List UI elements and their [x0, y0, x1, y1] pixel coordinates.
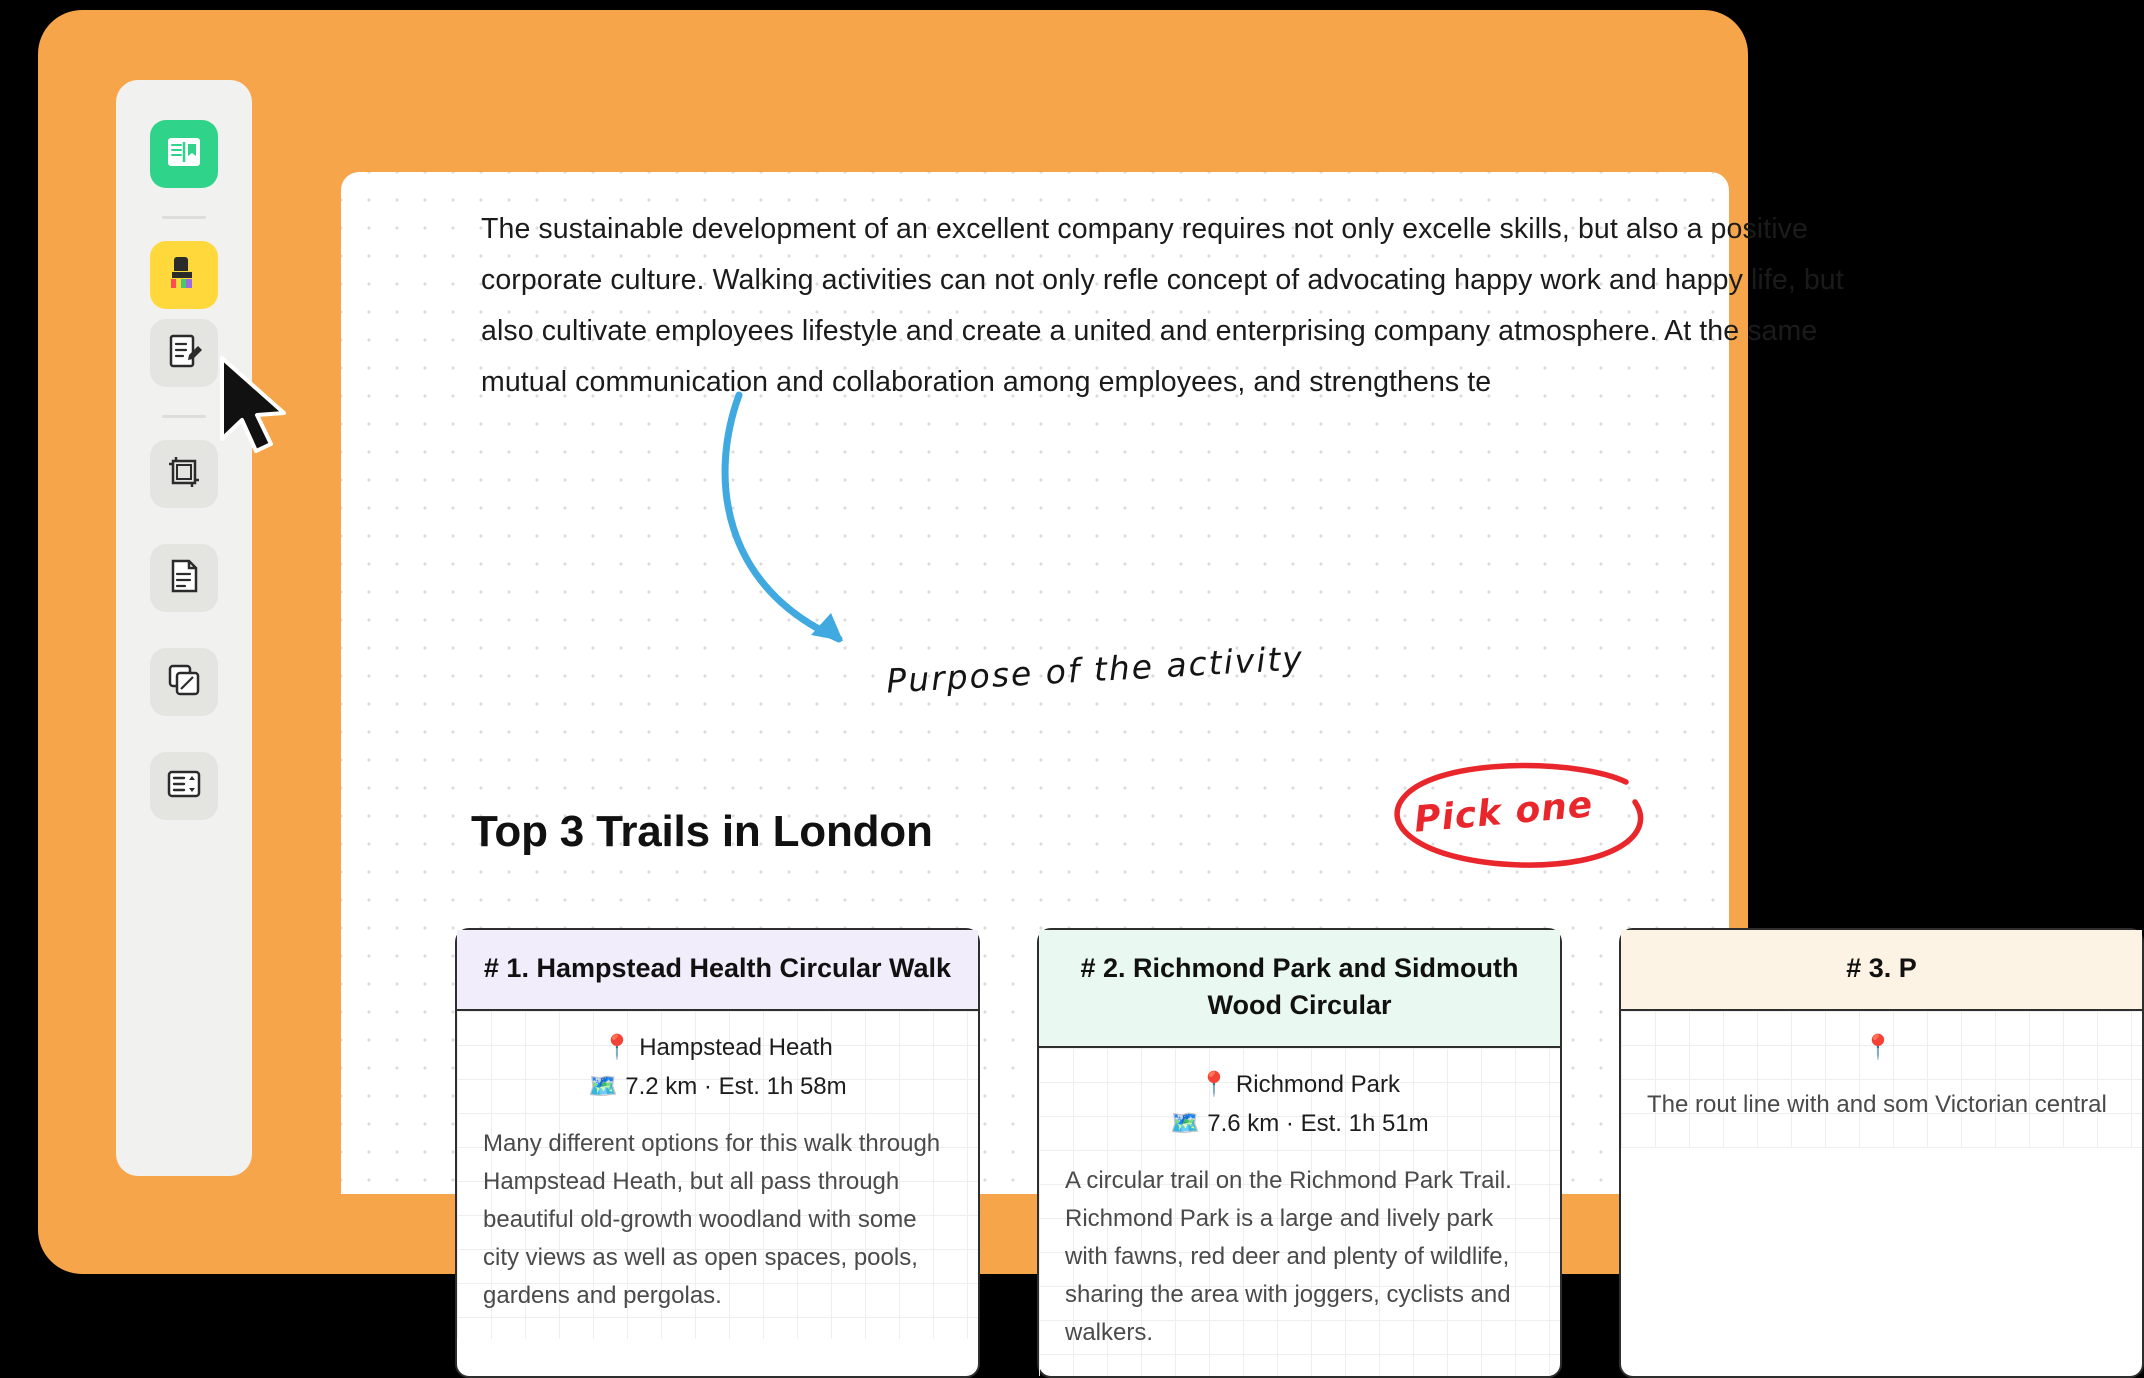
trail-location: Hampstead Heath: [639, 1034, 833, 1061]
document-canvas[interactable]: [341, 172, 2107, 1346]
pin-icon: 📍: [602, 1034, 633, 1061]
sidebar-item-crop-tool[interactable]: [150, 440, 218, 508]
trail-description: Many different options for this walk through Hampstead Heath, but all pass through beautiful old-growth woodland with some city views as well as open spaces, pools, gardens and pergolas.: [483, 1130, 941, 1309]
document-icon: [164, 556, 204, 601]
sidebar-item-layers-tool[interactable]: [150, 648, 218, 716]
toolbar-divider-1: [162, 216, 206, 219]
pin-icon: 📍: [1199, 1071, 1229, 1098]
list-sort-icon: [164, 764, 204, 809]
trail-card[interactable]: [1037, 928, 1562, 1378]
trail-card-body: [457, 1011, 978, 1339]
note-pen-icon: [164, 331, 204, 376]
trail-card-body: [1621, 1011, 2142, 1148]
toolbar-divider-2: [162, 415, 206, 418]
app-frame: [38, 10, 2107, 1346]
sidebar-item-page-tool[interactable]: [150, 544, 218, 612]
blue-arrow-annotation: [731, 387, 941, 687]
trail-location-row: [1065, 1070, 1534, 1099]
trail-card-body: [1039, 1048, 1560, 1376]
trail-description: The rout line with and som Victorian central: [1647, 1091, 2107, 1118]
trail-card-title: # 1. Hampstead Health Circular Walk: [457, 930, 978, 1011]
sidebar-item-reader-tool[interactable]: [150, 120, 218, 188]
map-icon: 🗺️: [1170, 1110, 1201, 1137]
sidebar-item-annotate-tool[interactable]: [150, 319, 218, 387]
trail-card-title: # 3. P: [1621, 930, 2142, 1011]
sidebar-item-list-tool[interactable]: [150, 752, 218, 820]
page-title: Top 3 Trails in London: [471, 807, 933, 856]
trail-location: Richmond Park: [1235, 1071, 1400, 1098]
highlighter-icon: [162, 251, 206, 300]
trail-stats: 7.6 km · Est. 1h 51m: [1207, 1110, 1429, 1137]
trail-location-row: [1647, 1033, 2116, 1062]
trail-card[interactable]: [455, 928, 980, 1378]
handwriting-annotation: Purpose of the activity: [885, 638, 1305, 701]
crop-icon: [164, 452, 204, 497]
trail-card[interactable]: [1619, 928, 2144, 1378]
trail-location-row: [483, 1033, 952, 1062]
stack-icon: [164, 660, 204, 705]
document-paragraph: The sustainable development of an excellent company requires not only excelle skills, but also a positive corporate culture. Walking activities can not only refle concept of advocating happy work and happy life, but also cultivate employees lifestyle and create a united and enterprising company atmosphere. At the same mutual communication and collaboration among employees, and strengthens te: [481, 213, 1844, 398]
trail-description: A circular trail on the Richmond Park Trail. Richmond Park is a large and lively park with fawns, red deer and plenty of wildlife, sharing the area with joggers, cyclists and walkers.: [1065, 1167, 1512, 1346]
sidebar-item-highlighter-tool[interactable]: [150, 241, 218, 309]
trail-card-list: [455, 928, 2144, 1378]
pin-icon: 📍: [1863, 1034, 1893, 1061]
map-icon: 🗺️: [588, 1073, 619, 1100]
book-icon: [164, 132, 204, 177]
left-toolbar: [116, 80, 252, 1176]
trail-card-title: # 2. Richmond Park and Sidmouth Wood Circular: [1039, 930, 1560, 1048]
trail-stats-row: [1065, 1109, 1534, 1138]
trail-stats: 7.2 km · Est. 1h 58m: [625, 1073, 847, 1100]
ink-annotation-pick-one: Pick one: [1412, 784, 1595, 841]
trail-stats-row: [483, 1072, 952, 1101]
